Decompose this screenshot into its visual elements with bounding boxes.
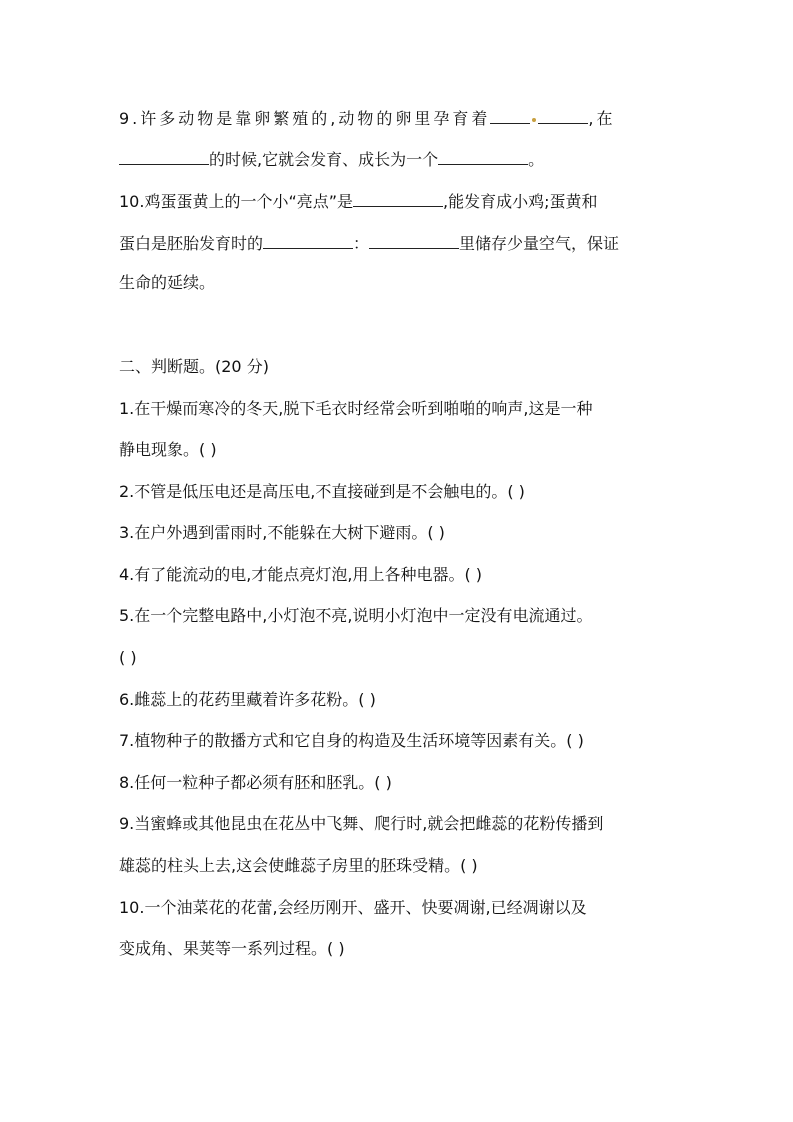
q10-text-3: 蛋白是胚胎发育时的 — [119, 234, 264, 253]
fill-question-10-line-1 — [119, 188, 598, 212]
judge-line: ( ) — [119, 648, 137, 667]
q10-text-6: 生命的延续。 — [119, 273, 216, 292]
q9-blank-4 — [438, 146, 528, 165]
q9-blank-3 — [119, 146, 209, 165]
fill-question-9-line-2 — [119, 146, 544, 170]
q9-dot-mark — [532, 118, 536, 122]
judge-line: 8.任何一粒种子都必须有胚和胚乳。( ) — [119, 773, 392, 792]
q10-blank-2 — [263, 230, 353, 249]
q10-blank-1 — [353, 188, 443, 207]
judge-line: 4.有了能流动的电,才能点亮灯泡,用上各种电器。( ) — [119, 565, 483, 584]
fill-question-10-line-3 — [119, 271, 215, 295]
q10-text-4: ： — [353, 234, 370, 253]
q9-text-2: ,在 — [588, 109, 616, 128]
q9-text-4: 。 — [528, 150, 545, 169]
judge-line: 3.在户外遇到雷雨时,不能躲在大树下避雨。( ) — [119, 523, 445, 542]
fill-question-9-line-1 — [119, 105, 615, 129]
q10-blank-3 — [369, 230, 459, 249]
judge-line: 6.雌蕊上的花药里藏着许多花粉。( ) — [119, 690, 376, 709]
judge-line: 7.植物种子的散播方式和它自身的构造及生活环境等因素有关。( ) — [119, 731, 584, 750]
fill-question-10-line-2 — [119, 230, 619, 254]
judge-line: 5.在一个完整电路中,小灯泡不亮,说明小灯泡中一定没有电流通过。 — [119, 606, 593, 625]
q10-text-1: 10.鸡蛋蛋黄上的一个小“亮点”是 — [119, 192, 354, 211]
judge-line: 1.在干燥而寒冷的冬天,脱下毛衣时经常会听到啪啪的响声,这是一种 — [119, 399, 593, 418]
judge-line: 变成角、果荚等一系列过程。( ) — [119, 939, 345, 958]
judge-line: 静电现象。( ) — [119, 440, 217, 459]
judge-line: 2.不管是低压电还是高压电,不直接碰到是不会触电的。( ) — [119, 482, 525, 501]
q9-text-3: 的时候,它就会发育、成长为一个 — [209, 150, 439, 169]
q9-blank-1 — [490, 105, 530, 124]
judge-line: 9.当蜜蜂或其他昆虫在花丛中飞舞、爬行时,就会把雌蕊的花粉传播到 — [119, 814, 604, 833]
q10-text-5: 里储存少量空气，保证 — [459, 234, 620, 253]
judge-section-heading: 二、判断题。(20 分) — [119, 357, 269, 376]
q10-text-2: ,能发育成小鸡;蛋黄和 — [443, 192, 598, 211]
q9-text-1: 9.许多动物是靠卵繁殖的,动物的卵里孕育着 — [119, 109, 491, 128]
judge-line: 雄蕊的柱头上去,这会使雌蕊子房里的胚珠受精。( ) — [119, 856, 478, 875]
q9-blank-2 — [538, 105, 588, 124]
judge-line: 10.一个油菜花的花蕾,会经历刚开、盛开、快要凋谢,已经凋谢以及 — [119, 898, 587, 917]
